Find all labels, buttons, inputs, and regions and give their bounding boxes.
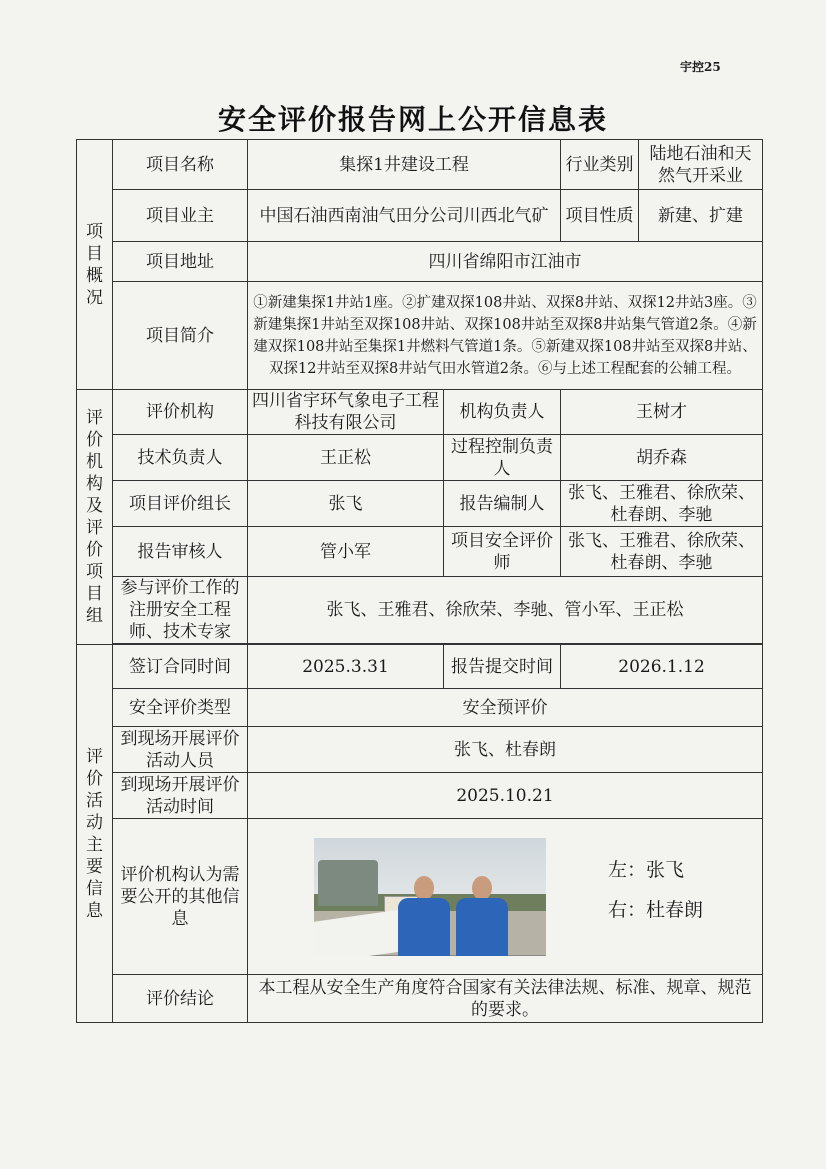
process-label: 过程控制负责人 [444,435,561,481]
writer-label: 报告编制人 [444,481,561,527]
other-info [248,819,763,975]
industry-label: 行业类别 [561,140,639,190]
site-photo [314,838,546,956]
photo-caption-right: 右：杜春朗 [608,899,704,921]
org-head: 王树才 [561,390,763,435]
org-label: 评价机构 [113,390,248,435]
project-name-label: 项目名称 [113,140,248,190]
owner-label: 项目业主 [113,190,248,242]
onsite-staff-label: 到现场开展评价活动人员 [113,727,248,773]
tech: 王正松 [248,435,444,481]
onsite-time: 2025.10.21 [248,773,763,819]
document-title: 安全评价报告网上公开信息表 [217,103,608,136]
type-label: 安全评价类型 [113,689,248,727]
leader: 张飞 [248,481,444,527]
contract-label: 签订合同时间 [113,645,248,689]
onsite-staff: 张飞、杜春朗 [248,727,763,773]
evaluator: 张飞、王雅君、徐欣荣、杜春朗、李驰 [561,527,763,577]
page-code: 宇控25 [680,60,721,74]
onsite-time-label: 到现场开展评价活动时间 [113,773,248,819]
section-overview: 项目概况 [77,140,113,390]
summary: ①新建集探1井站1座。②扩建双探108井站、双探8井站、双探12井站3座。③新建集探1井站至双探108井站、双探108井站至双探8井站集气管道2条。④新建双探108井站至集探1井燃料气管道1条。⑤新建双探108井站至双探8井站、双探12井站至双探8井站气田水管道2条。⑥与上述工程配套的公辅工程。 [248,282,763,390]
leader-label: 项目评价组长 [113,481,248,527]
address: 四川省绵阳市江油市 [248,242,763,282]
contract-date: 2025.3.31 [248,645,444,689]
tech-label: 技术负责人 [113,435,248,481]
nature-label: 项目性质 [561,190,639,242]
info-table [76,139,763,1023]
org-head-label: 机构负责人 [444,390,561,435]
person-left [396,876,452,956]
owner: 中国石油西南油气田分公司川西北气矿 [248,190,561,242]
participants: 张飞、王雅君、徐欣荣、李驰、管小军、王正松 [248,577,763,644]
section-activity: 评价活动主要信息 [77,645,113,1023]
submit-date: 2026.1.12 [561,645,763,689]
org: 四川省宇环气象电子工程科技有限公司 [248,390,444,435]
process: 胡乔森 [561,435,763,481]
submit-label: 报告提交时间 [444,645,561,689]
industry: 陆地石油和天然气开采业 [639,140,763,190]
summary-label: 项目简介 [113,282,248,390]
nature: 新建、扩建 [639,190,763,242]
reviewer-label: 报告审核人 [113,527,248,577]
person-right [454,876,510,956]
conclusion-label: 评价结论 [113,975,248,1023]
other-info-label: 评价机构认为需要公开的其他信息 [113,819,248,975]
address-label: 项目地址 [113,242,248,282]
eval-type: 安全预评价 [248,689,763,727]
reviewer: 管小军 [248,527,444,577]
photo-caption-left: 左：张飞 [608,859,685,881]
project-name: 集探1井建设工程 [248,140,561,190]
writer: 张飞、王雅君、徐欣荣、杜春朗、李驰 [561,481,763,527]
section-agency: 评价机构及评价项目组 [77,390,113,645]
participants-label: 参与评价工作的注册安全工程师、技术专家 [113,577,248,644]
evaluator-label: 项目安全评价师 [444,527,561,577]
conclusion: 本工程从安全生产角度符合国家有关法律法规、标准、规章、规范的要求。 [248,975,763,1023]
